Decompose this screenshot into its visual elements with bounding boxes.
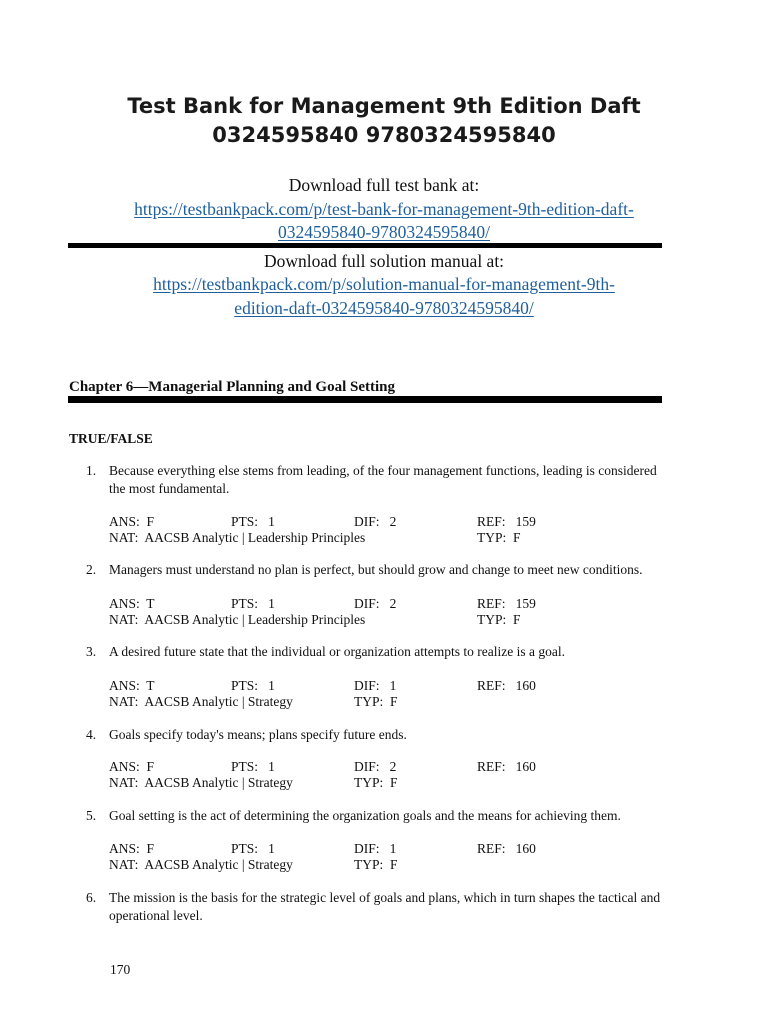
question-text: Goals specify today's means; plans specify future ends. xyxy=(109,727,407,742)
solution-link-line-2[interactable]: edition-daft-0324595840-9780324595840/ xyxy=(234,298,534,318)
question-number: 1. xyxy=(86,463,97,478)
reference-field: REF: 160 xyxy=(477,678,536,693)
answer-field: ANS: F xyxy=(109,759,155,774)
difficulty-field: DIF: 1 xyxy=(354,841,397,856)
reference-field: REF: 159 xyxy=(477,514,536,529)
type-field: TYP: F xyxy=(354,694,398,709)
type-field: TYP: F xyxy=(477,612,521,627)
nat-field: NAT: AACSB Analytic | Strategy xyxy=(109,857,293,872)
points-field: PTS: 1 xyxy=(231,596,275,611)
answer-field: ANS: F xyxy=(109,841,155,856)
difficulty-field: DIF: 2 xyxy=(354,759,397,774)
reference-field: REF: 159 xyxy=(477,596,536,611)
difficulty-field: DIF: 2 xyxy=(354,596,397,611)
solution-link-cont[interactable] xyxy=(40,297,728,320)
question-number: 3. xyxy=(86,644,97,659)
nat-field: NAT: AACSB Analytic | Leadership Principles xyxy=(109,612,366,627)
test-bank-link-line-2[interactable]: 0324595840-9780324595840/ xyxy=(278,222,490,242)
question-number: 4. xyxy=(86,727,97,742)
reference-field: REF: 160 xyxy=(477,759,536,774)
question-text: A desired future state that the individual or organization attempts to realize is a goal. xyxy=(109,644,565,659)
solution-link[interactable] xyxy=(40,273,728,296)
answer-field: ANS: T xyxy=(109,596,155,611)
download-test-bank-label: Download full test bank at: xyxy=(288,175,480,195)
points-field: PTS: 1 xyxy=(231,678,275,693)
chapter-rule xyxy=(68,396,662,403)
nat-field: NAT: AACSB Analytic | Leadership Principles xyxy=(109,530,366,545)
reference-field: REF: 160 xyxy=(477,841,536,856)
title-line-2: 0324595840 9780324595840 xyxy=(212,123,556,147)
page-number: 170 xyxy=(110,962,131,977)
question-text: Goal setting is the act of determining the organization goals and the means for achieving them. xyxy=(109,808,621,823)
solution-link-line-1[interactable]: https://testbankpack.com/p/solution-manual-for-management-9th- xyxy=(153,274,615,294)
points-field: PTS: 1 xyxy=(231,514,275,529)
document-title xyxy=(0,92,768,150)
section-heading: TRUE/FALSE xyxy=(69,431,153,446)
download-solution-label: Download full solution manual at: xyxy=(263,251,505,271)
difficulty-field: DIF: 2 xyxy=(354,514,397,529)
test-bank-link-line-1[interactable]: https://testbankpack.com/p/test-bank-for-management-9th-edition-daft- xyxy=(134,199,634,219)
question-text: Because everything else stems from leading, of the four management functions, leading is considered the most fundamental. xyxy=(109,463,657,496)
points-field: PTS: 1 xyxy=(231,759,275,774)
difficulty-field: DIF: 1 xyxy=(354,678,397,693)
answer-field: ANS: T xyxy=(109,678,155,693)
points-field: PTS: 1 xyxy=(231,841,275,856)
question-number: 6. xyxy=(86,890,97,905)
question-text: Managers must understand no plan is perfect, but should grow and change to meet new conditions. xyxy=(109,562,643,577)
nat-field: NAT: AACSB Analytic | Strategy xyxy=(109,694,293,709)
question-number: 5. xyxy=(86,808,97,823)
title-line-1: Test Bank for Management 9th Edition Daft xyxy=(127,94,641,118)
type-field: TYP: F xyxy=(477,530,521,545)
answer-field: ANS: F xyxy=(109,514,155,529)
test-bank-link[interactable] xyxy=(40,198,728,221)
divider-rule xyxy=(68,243,662,248)
question-number: 2. xyxy=(86,562,97,577)
test-bank-link-cont[interactable] xyxy=(40,221,728,244)
type-field: TYP: F xyxy=(354,857,398,872)
type-field: TYP: F xyxy=(354,775,398,790)
question-text: The mission is the basis for the strategic level of goals and plans, which in turn shapes the tactical and operational level. xyxy=(109,890,661,923)
nat-field: NAT: AACSB Analytic | Strategy xyxy=(109,775,293,790)
chapter-heading: Chapter 6—Managerial Planning and Goal Setting xyxy=(69,379,396,395)
